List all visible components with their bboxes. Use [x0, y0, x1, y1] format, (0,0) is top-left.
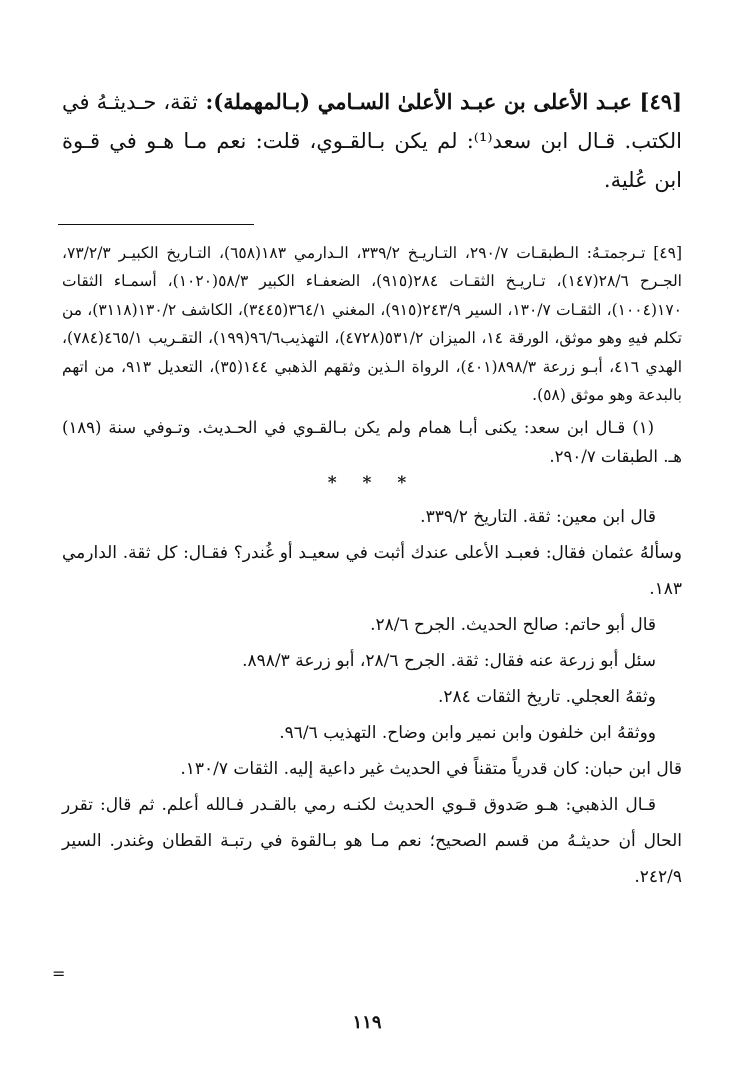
body-paragraph: وسألهُ عثمان فقال: فعبـد الأعلى عندك أثبت في سعيـد أو غُندر؟ فقـال: كل ثقة. الدارمي ١٨٣.: [62, 543, 682, 600]
body-paragraph: وثقهُ العجلي. تاريخ الثقات ٢٨٤.: [437, 687, 656, 708]
section-separator: * * *: [327, 473, 417, 494]
body-paragraph: قال ابن حبان: كان قدرياً متقناً في الحديث غير داعية إليه. الثقات ١٣٠/٧.: [180, 759, 682, 780]
body-paragraph: قال ابن معين: ثقة. التاريخ ٣٣٩/٢.: [420, 507, 656, 528]
entry-text: ثقة، حـديثـهُ في الكتب. قـال ابن سعد⁽¹⁾: لم يكن بـالقـوي، قلت: نعم مـا هـو في قـوة ابن عُلية.: [62, 90, 682, 192]
entry-heading: [٤٩] عبـد الأعلى بن عبـد الأعلىٰ السـامي (بـالمهملة):: [197, 89, 682, 114]
entry-paragraph: [62, 82, 682, 200]
body-paragraph: قـال الذهبي: هـو صَدوق قـوي الحديث لكنـه رمي بالقـدر فـالله أعلم. ثم قال: تقرر الحال أن حديثـهُ من قسم الصحيح؛ نعم مـا هو بـالقوة في رتبـة القطان وغندر. السير ٢٤٢/٩.: [62, 795, 682, 888]
footnote-1: (١) قـال ابن سعد: يكنى أبـا همام ولم يكن بـالقـوي في الحـديث. وتـوفي سنة (١٨٩) هـ. الطبقات ٢٩٠/٧.: [62, 418, 682, 467]
body-paragraph: ووثقهُ ابن خلفون وابن نمير وابن وضاح. التهذيب ٩٦/٦.: [279, 723, 656, 744]
margin-mark: =: [52, 964, 66, 983]
bibliography-note: [٤٩] تـرجمتـهُ: الـطبقـات ٢٩٠/٧، التـاريـخ ٣٣٩/٢، الـدارمي ١٨٣(٦٥٨)، التـاريخ الكبيـر ٧٣/٢/٣، الجـرح ٢٨/٦(١٤٧)، تـاريـخ الثقـات ٢٨٤(٩١٥)، الضعفـاء الكبير ٥٨/٣(١٠٢٠)، أسمـاء الثقات ١٧٠(١٠٠٤)، الثقـات ١٣٠/٧، السير ٢٤٣/٩(٩١٥)، المغني ٣٦٤/١(٣٤٤٥)، الكاشف ١٣٠/٢(٣١١٨)، من تكلم فيهِ وهو موثق، الورقة ١٤، الميزان ٥٣١/٢(٤٧٢٨)، التهذيب٩٦/٦(١٩٩)، التقـريب ٤٦٥/١(٧٨٤)، الهدي ٤١٦، أبـو زرعة ٨٩٨/٣(٤٠١)، الرواة الـذين وثقهم الذهبي ١٤٤(٣٥)، التعديل ٩١٣، من اتهم بالبدعة وهو موثق (٥٨).: [62, 244, 683, 405]
footnote-divider: [58, 224, 254, 225]
body-text: [62, 499, 682, 895]
body-paragraph: سئل أبو زرعة عنه فقال: ثقة. الجرح ٢٨/٦، أبو زرعة ٨٩٨/٣.: [242, 651, 656, 672]
page-content: [62, 82, 682, 895]
page-number: ١١٩: [352, 1012, 382, 1033]
body-paragraph: قال أبو حاتم: صالح الحديث. الجرح ٢٨/٦.: [370, 615, 656, 636]
